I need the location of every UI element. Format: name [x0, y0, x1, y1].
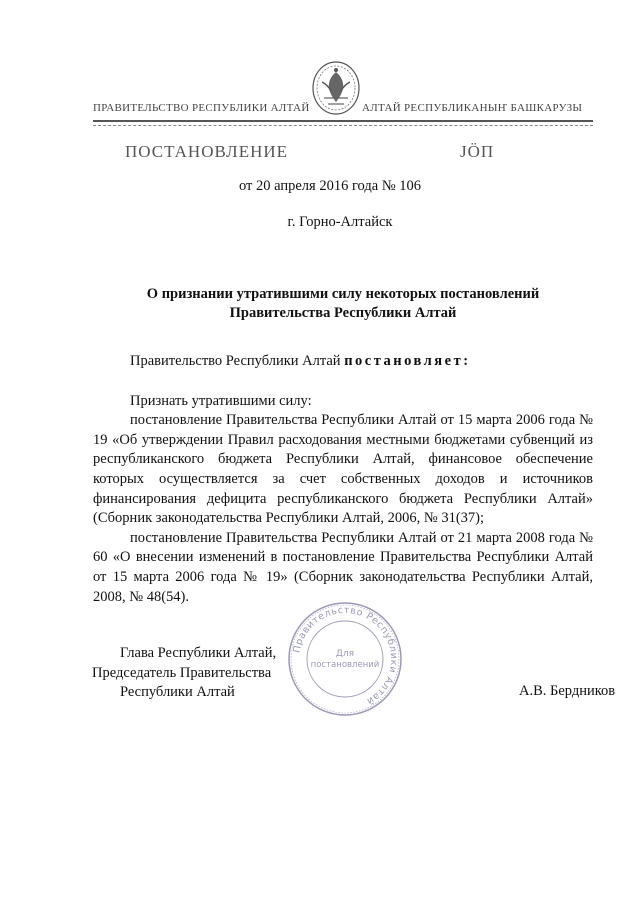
signature-line-1: Глава Республики Алтай,	[120, 645, 277, 661]
seal-center-line-2: постановлений	[310, 660, 380, 670]
official-seal-stamp	[286, 600, 404, 718]
document-body	[93, 352, 593, 607]
title-line-2: Правительства Республики Алтай	[229, 305, 457, 321]
seal-ring-text: Правительство Республики Алтай	[291, 604, 400, 707]
signature-line-2: Председатель Правительства	[92, 664, 272, 681]
document-title	[93, 285, 593, 323]
title-line-1: О признании утратившими силу некоторых постановлений	[146, 286, 540, 302]
item-1-paragraph: постановление Правительства Республики Алтай от 15 марта 2006 года № 19 «Об утверждении Правил расходования местными бюджетами субвенций из республиканского бюджета Республики Алтай, финансовое обеспечение которых осуществляется за счет собственных доходов и источников финансирования дефицита республиканского бюджета Республики Алтай» (Сборник законодательства Республики Алтай, 2006, № 31(37);	[93, 412, 593, 527]
intro-paragraph	[93, 352, 593, 372]
letterhead-divider-thin	[93, 125, 593, 126]
intro-text: Правительство Республики Алтай	[130, 353, 345, 369]
signature-title-block	[92, 644, 276, 703]
intro-verb: постановляет:	[344, 353, 471, 369]
document-type-russian: ПОСТАНОВЛЕНИЕ	[125, 142, 289, 161]
seal-center-line-1: Для	[335, 649, 355, 659]
government-name-altai: АЛТАЙ РЕСПУБЛИКАНЫҤ БАШКАРУЗЫ	[362, 102, 583, 114]
document-type-altai: JÖП	[460, 142, 495, 161]
government-name-russian: ПРАВИТЕЛЬСТВО РЕСПУБЛИКИ АЛТАЙ	[93, 102, 310, 114]
item-2-paragraph: постановление Правительства Республики Алтай от 21 марта 2008 года № 60 «О внесении изменений в постановление Правительства Республики Алтай от 15 марта 2006 года № 19» (Сборник законодательства Республики Алтай, 2008, № 48(54).	[93, 529, 593, 605]
lead-paragraph: Признать утратившими силу:	[130, 392, 312, 409]
signature-line-3: Республики Алтай	[120, 684, 235, 701]
letterhead-divider	[93, 120, 593, 122]
document-date: от 20 апреля 2016 года № 106	[238, 178, 422, 194]
signatory-name: А.В. Бердников	[519, 683, 616, 699]
document-city: г. Горно-Алтайск	[287, 214, 393, 230]
